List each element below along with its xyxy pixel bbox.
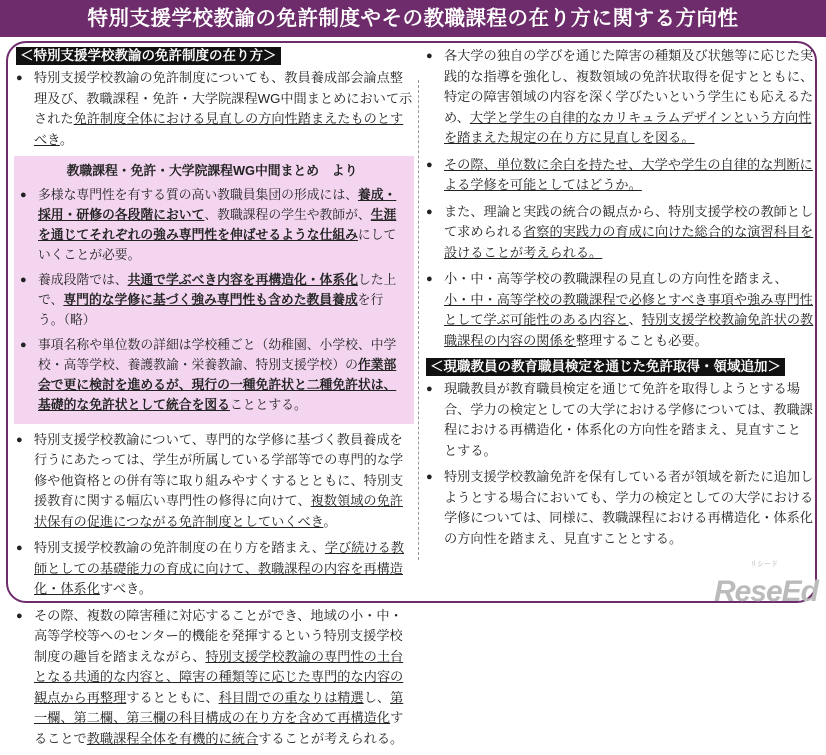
bullet-item	[18, 185, 406, 265]
bullet-text: 事項名称や単位数の詳細は学校種ごと（幼稚園、小学校、中学校・高等学校、養護教諭・栄養教諭、特別支援学校）の	[38, 336, 397, 372]
bullet-item	[424, 202, 814, 264]
emphasized-text: 共通で学ぶべき内容を再構造化・体系化	[127, 271, 358, 287]
bullet-text: すべき。	[99, 581, 152, 596]
emphasized-text: 特別支援学校教諭の専門性の土台となる共通的な内容と、障害の種類等に応じた専門的な内容の観点から再整理	[34, 648, 404, 705]
wg-summary-title: 教職課程・免許・大学院課程WG中間まとめ より	[66, 163, 358, 178]
emphasized-text: 大学と学生の自律的なカリキュラムデザインという方向性を踏まえた規定の在り方に見直しを図る。	[444, 109, 812, 145]
bullet-text: 多様な専門性を有する質の高い教職員集団の形成には、	[38, 186, 358, 202]
bullet-text: 特別支援学校教諭の免許制度の在り方を踏まえ、	[34, 540, 325, 555]
right-column	[424, 46, 814, 555]
emphasized-text: その際、単位数に余白を持たせ、大学や学生の自律的な判断による学修を可能としてはどうか。	[444, 156, 813, 192]
bullet-item	[14, 430, 414, 533]
bullet-text: こととする。	[229, 396, 307, 412]
emphasized-text: 複数領域の免許状保有の促進につながる免許制度としていくべき	[34, 493, 403, 529]
emphasized-text: 省察的実践力の育成に向けた総合的な演習科目を設けることが考えられる。	[444, 224, 814, 260]
logo-ruby: リシード	[750, 561, 778, 568]
bullet-text: また、理論と実践の統合の観点から、特別支援学校の教師として求められる	[444, 203, 814, 239]
emphasized-text: 養成・採用・研修の各段階において	[38, 186, 397, 222]
bullet-text: を行う。（略）	[38, 291, 384, 327]
bullet-text: 。	[323, 513, 337, 529]
emphasized-text: 学び続ける教師としての基礎能力の育成に向けて、教職課程の内容を再構造化・体系化	[34, 540, 405, 596]
bullet-item	[424, 379, 814, 461]
reseed-logo: ReseEd	[713, 575, 818, 608]
current-teachers-list	[424, 379, 814, 549]
bullet-text: 、	[628, 312, 642, 327]
intro-list	[14, 68, 414, 150]
bullet-text: 現職教員が教育職員検定を通じて免許を取得しようとする場合、学力の検定としての大学における学修については、教職課程における再構造化・体系化の方向性を踏まえ、見直すこととする。	[444, 381, 813, 458]
emphasized-text: 免許制度全体における見直しの方向性踏まえたものとすべき	[34, 111, 404, 147]
bullet-text: 整理することも必要。	[575, 332, 708, 348]
bullet-item	[14, 68, 414, 150]
emphasized-text: 作業部会で更に検討を進めるが、現行の一種免許状と二種免許状は、基礎的な免許状として統合を図る	[38, 356, 397, 412]
wg-summary-box	[14, 156, 414, 424]
bullet-text: 。	[59, 131, 74, 147]
bullet-text: にしていくことが必要。	[38, 226, 397, 262]
bullet-text: し、	[363, 689, 391, 705]
bullet-text: その際、複数の障害種に対応することができ、地域の小・中・高等学校等へのセンター的機能を発揮するという特別支援学校制度の趣旨を踏まえながら、	[34, 607, 403, 664]
emphasized-text: 小・中・高等学校の教職課程で必修とすべき事項や強み専門性として学ぶ可能性のある内容と	[444, 291, 813, 327]
bullet-item	[424, 46, 814, 149]
bullet-item	[14, 538, 414, 600]
bullet-text: 、教職課程の学生や教師が、	[204, 206, 371, 222]
bullet-text: することが考えられる。	[258, 730, 404, 746]
left-column	[14, 46, 414, 755]
emphasized-text: 教職課程全体を有機的に統合	[86, 730, 259, 746]
wg-summary-list	[18, 185, 406, 415]
bullet-text: することで	[34, 710, 404, 746]
emphasized-text: 科目間での重なりは精選	[218, 689, 364, 705]
bullet-item	[14, 606, 414, 750]
left-bullet-list	[14, 430, 414, 750]
bullet-text: 特別支援学校教諭について、専門的な学修に基づく教員養成を行うにあたっては、学生が所属している学部等での専門的な学修や他資格との併有等に取り組みやすくするとともに、特別支援教育に関する幅広い専門性の修得に向けて、	[34, 431, 404, 508]
column-divider	[418, 80, 419, 560]
page-title: 特別支援学校教諭の免許制度やその教職課程の在り方に関する方向性	[0, 0, 826, 37]
emphasized-text: 第一欄、第二欄、第三欄の科目構成の在り方を含めて再構造化	[34, 689, 404, 725]
bullet-item	[424, 467, 814, 549]
right-bullet-list	[424, 46, 814, 351]
emphasized-text: 専門的な学修に基づく強み専門性も含めた教員養成	[63, 291, 358, 307]
logo-area	[708, 560, 818, 612]
emphasized-text: 特別支援学校教諭免許状の教職課程の内容の関係を	[444, 312, 814, 348]
bullet-item	[18, 270, 406, 330]
emphasized-text: 生涯を通じてそれぞれの強み専門性を伸ばせるような仕組み	[38, 206, 397, 242]
bullet-text: するとともに、	[126, 689, 219, 705]
bullet-item	[18, 335, 406, 415]
bullet-item	[424, 269, 814, 351]
bullet-text: 養成段階では、	[38, 271, 128, 287]
bullet-text: 特別支援学校教諭の免許制度についても、教員養成部会論点整理及び、教職課程・免許・大学院課程WG中間まとめにおいて示された	[34, 70, 413, 126]
section-header-license-system: ＜特別支援学校教諭の免許制度の在り方＞	[16, 47, 281, 65]
section-header-current-teachers: ＜現職教員の教育職員検定を通じた免許取得・領域追加＞	[426, 358, 785, 376]
bullet-text: した上で、	[38, 271, 397, 307]
bullet-item	[424, 155, 814, 196]
bullet-text: 各大学の独自の学びを通じた障害の種類及び状態等に応じた実践的な指導を強化し、複数領域の免許状取得を促すとともに、特定の障害領域の内容を深く学びたいという学生にも応えるため、	[444, 48, 814, 125]
bullet-text: 小・中・高等学校の教職課程の見直しの方向性を踏まえ、	[444, 271, 788, 286]
bullet-text: 特別支援学校教諭免許を保有している者が領域を新たに追加しようとする場合においても、学力の検定としての大学における学修については、同様に、教職課程における再構造化・体系化の方向性を踏まえ、見直すこととする。	[444, 469, 814, 546]
